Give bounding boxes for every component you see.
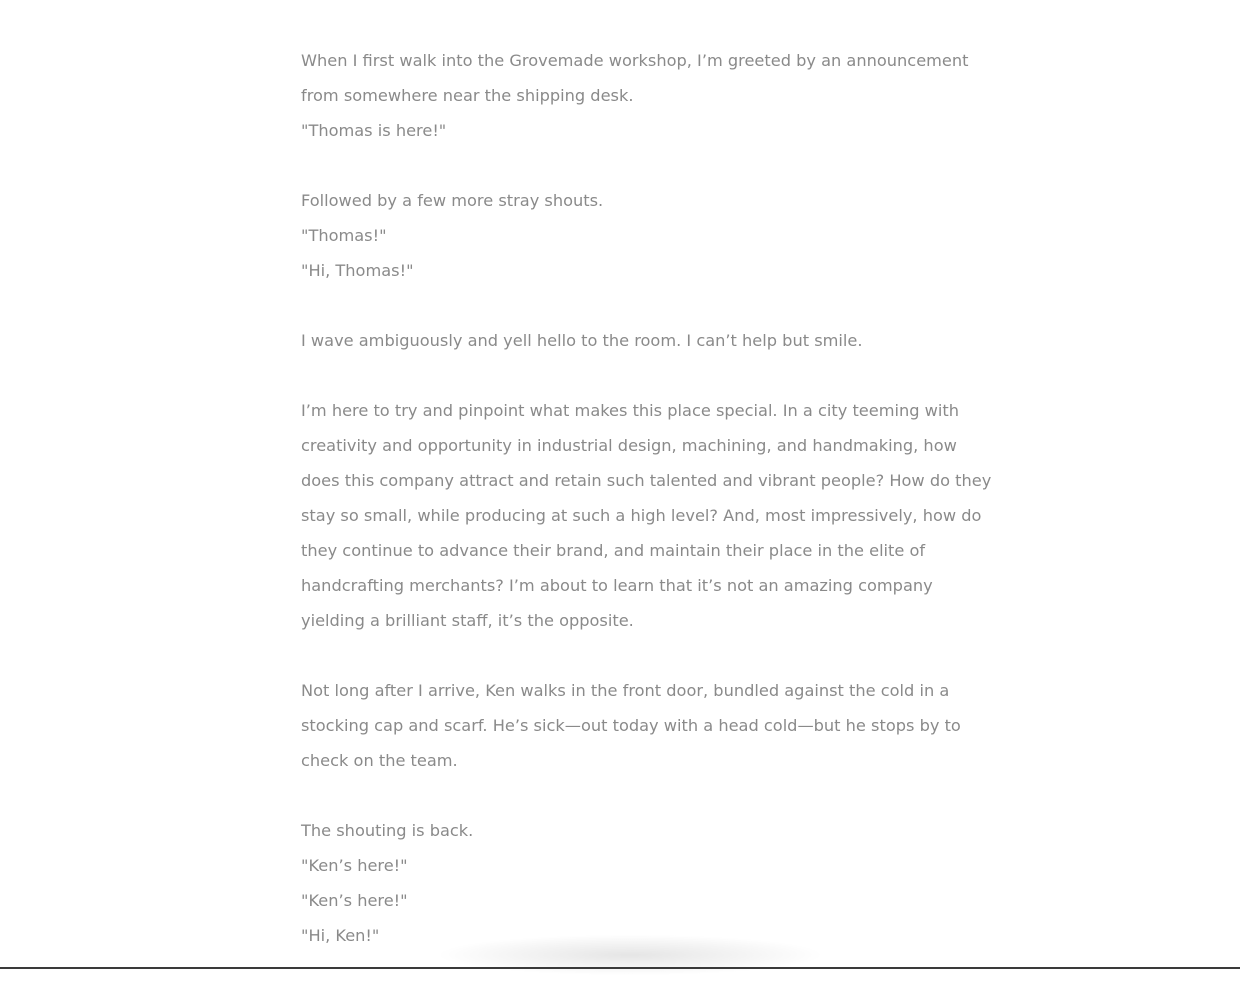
paragraph-line: they continue to advance their brand, and maintain their place in the elite of	[301, 541, 926, 560]
paragraph-ken-arrives	[301, 673, 961, 778]
paragraph-wave	[301, 323, 941, 358]
paragraph-line: "Thomas is here!"	[301, 121, 447, 140]
paragraph-line: does this company attract and retain such talented and vibrant people? How do they	[301, 471, 992, 490]
paragraph-line: Followed by a few more stray shouts.	[301, 191, 604, 210]
paragraph-arrival	[301, 43, 969, 148]
paragraph-line: stay so small, while producing at such a high level? And, most impressively, how do	[301, 506, 982, 525]
paragraph-line: I wave ambiguously and yell hello to the room. I can’t help but smile.	[301, 331, 863, 350]
paragraph-line: When I first walk into the Grovemade workshop, I’m greeted by an announcement	[301, 51, 969, 70]
paragraph-line: "Thomas!"	[301, 226, 387, 245]
paragraph-line: from somewhere near the shipping desk.	[301, 86, 634, 105]
paragraph-line: stocking cap and scarf. He’s sick—out today with a head cold—but he stops by to	[301, 716, 961, 735]
paragraph-line: creativity and opportunity in industrial design, machining, and handmaking, how	[301, 436, 957, 455]
paragraph-purpose	[301, 393, 992, 638]
paragraph-line: Not long after I arrive, Ken walks in the front door, bundled against the cold in a	[301, 681, 950, 700]
paragraph-line: yielding a brilliant staff, it’s the opposite.	[301, 611, 634, 630]
article-body	[301, 43, 992, 988]
paragraph-line: The shouting is back.	[301, 821, 474, 840]
paragraph-line: "Ken’s here!"	[301, 891, 408, 910]
paragraph-line: "Hi, Thomas!"	[301, 261, 414, 280]
paragraph-line: I’m here to try and pinpoint what makes this place special. In a city teeming with	[301, 401, 959, 420]
paragraph-line: "Ken’s here!"	[301, 856, 408, 875]
paragraph-line: handcrafting merchants? I’m about to learn that it’s not an amazing company	[301, 576, 933, 595]
paragraph-shouts	[301, 183, 941, 288]
paragraph-line: check on the team.	[301, 751, 458, 770]
paragraph-shouting-back	[301, 813, 941, 953]
paragraph-line: "Hi, Ken!"	[301, 926, 380, 945]
